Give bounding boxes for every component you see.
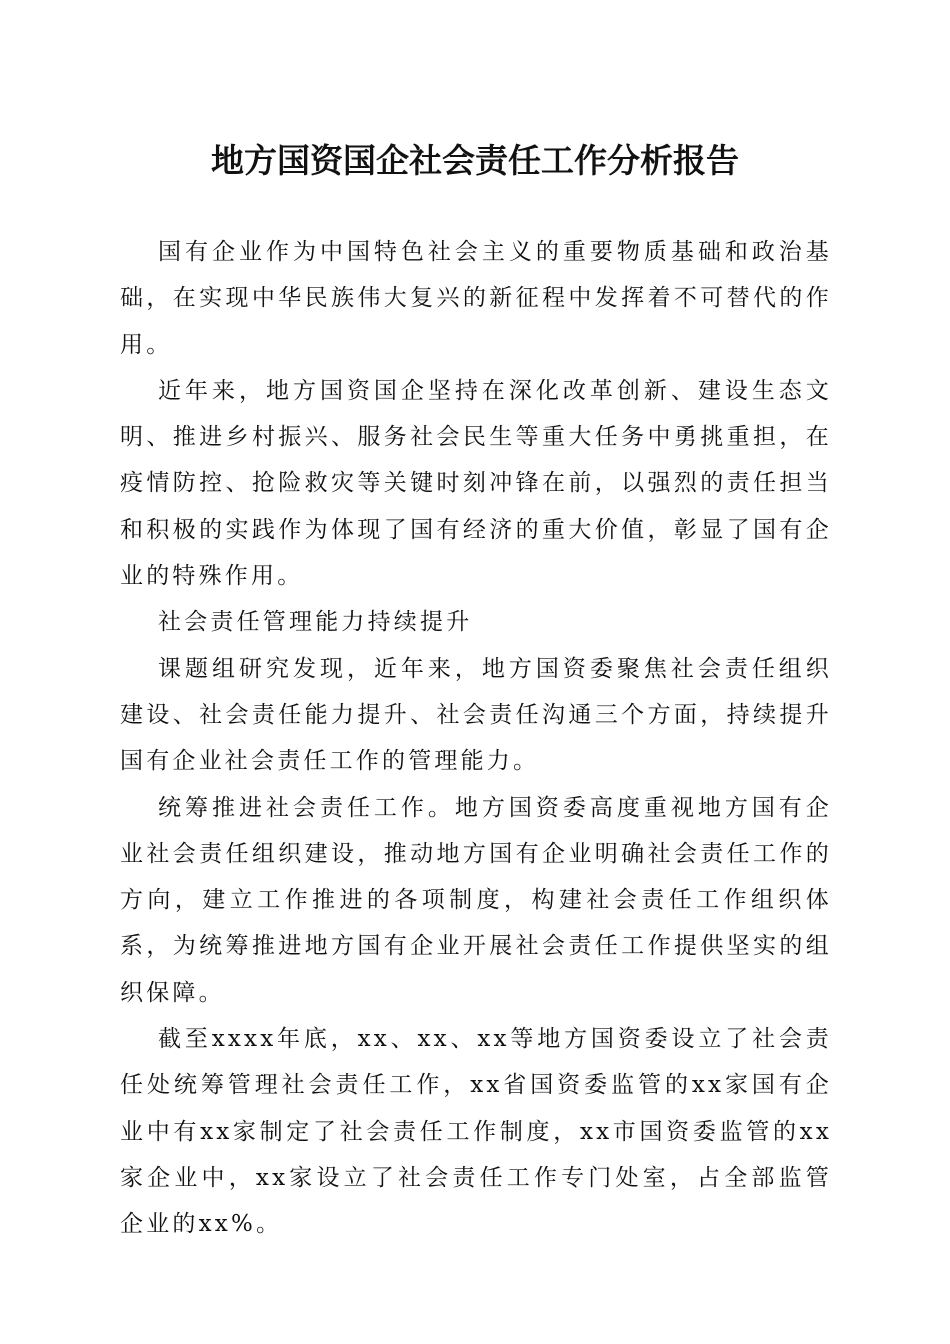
paragraph-research-findings: 课题组研究发现，近年来，地方国资委聚焦社会责任组织建设、社会责任能力提升、社会责任沟通三个方面，持续提升国有企业社会责任工作的管理能力。 <box>120 655 832 775</box>
paragraph-coordination: 统筹推进社会责任工作。地方国资委高度重视地方国有企业社会责任组织建设，推动地方国有企业明确社会责任工作的方向，建立工作推进的各项制度，构建社会责任工作组织体系，为统筹推进地方国有企业开展社会责任工作提供坚实的组织保障。 <box>120 794 832 1006</box>
document-body <box>120 229 832 1248</box>
paragraph-recent-years: 近年来，地方国资国企坚持在深化改革创新、建设生态文明、推进乡村振兴、服务社会民生等重大任务中勇挑重担，在疫情防控、抢险救灾等关键时刻冲锋在前，以强烈的责任担当和积极的实践作为体现了国有经济的重大价值，彰显了国有企业的特殊作用。 <box>120 377 832 590</box>
document-title: 地方国资国企社会责任工作分析报告 <box>211 141 739 180</box>
paragraph-statistics: 截至xxxx年底，xx、xx、xx等地方国资委设立了社会责任处统筹管理社会责任工作，xx省国资委监管的xx家国有企业中有xx家制定了社会责任工作制度，xx市国资委监管的xx家企业中，xx家设立了社会责任工作专门处室，占全部监管企业的xx%。 <box>120 1026 832 1238</box>
section-heading: 社会责任管理能力持续提升 <box>158 609 473 636</box>
paragraph-intro: 国有企业作为中国特色社会主义的重要物质基础和政治基础，在实现中华民族伟大复兴的新征程中发挥着不可替代的作用。 <box>120 239 832 358</box>
